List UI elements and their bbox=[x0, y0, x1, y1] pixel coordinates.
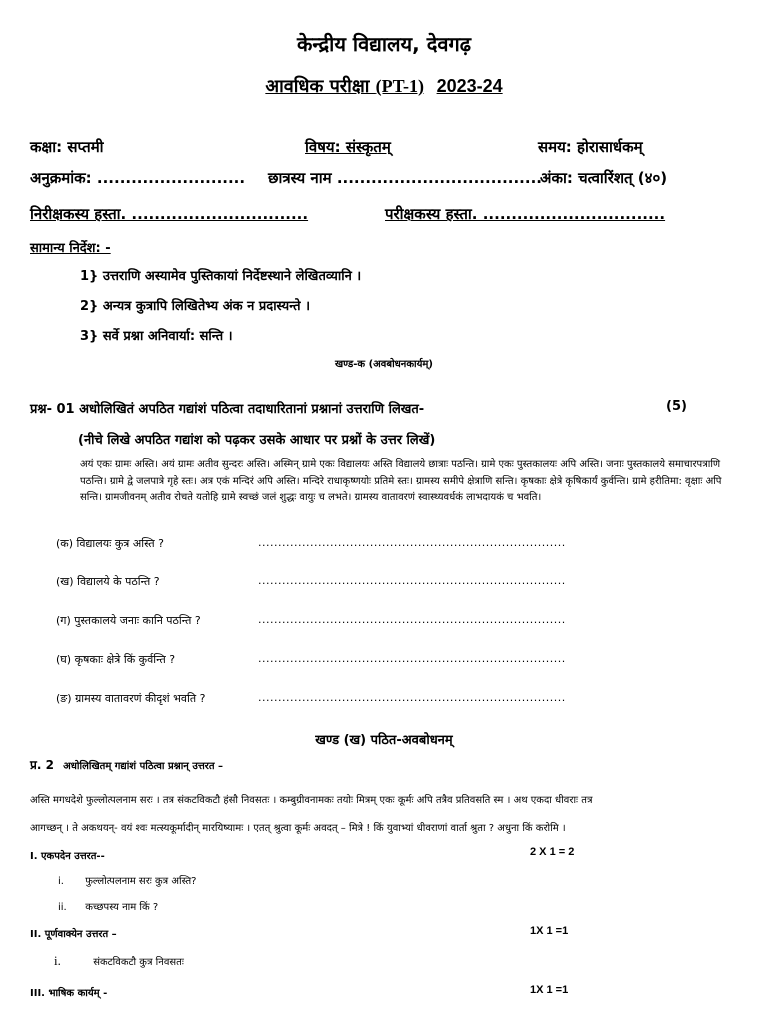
exam-year: 2023-24 bbox=[436, 76, 503, 96]
seen-passage-line: अस्ति मगधदेशे फुल्लोत्पलनाम सरः । तत्र संकटविकटौ हंसौ निवसतः । कम्बुग्रीवनामकः तयोः मित्रम् एकः कूर्मः अपि तत्रैव प्रतिवसति स्म । अथ एकदा धीवराः तत्र bbox=[30, 795, 593, 806]
question-number: (घ) bbox=[56, 653, 72, 666]
exam-code: (PT-1) bbox=[375, 76, 425, 96]
question-2-number: प्र. 2 bbox=[30, 758, 54, 772]
question-number: (ग) bbox=[56, 614, 71, 627]
student-name-field[interactable]: छात्रस्य नाम .................................... bbox=[268, 169, 542, 187]
question-number: (ख) bbox=[56, 575, 74, 588]
question-row bbox=[56, 536, 164, 551]
unseen-passage: अयं एकः ग्रामः अस्ति। अयं ग्रामः अतीव सुन्दरः अस्ति। अस्मिन् ग्रामे एकः विद्यालयः अस्ति विद्यालये छात्राः पठन्ति। ग्रामे एकः पुस्तकालयः अपि अस्ति। जनाः पुस्तकालये समाचारपत्राणि पठन्ति। ग्रामे द्वे जलपात्रे गृहे स्तः। अत्र एकं मन्दिरं अपि अस्ति। मन्दिरे राधाकृष्णयोः प्रतिमे स्तः। ग्रामस्य समीपे क्षेत्राणि सन्ति। कृषकाः क्षेत्रे कृषिकार्यं कुर्वन्ति। ग्रामे हरीतिमा: वृक्षाः अपि सन्ति। ग्रामजीवनम् अतीव रोचते यतोहि ग्रामे स्वच्छं जलं शुद्धः वायुः च लभते। ग्रामस्य वातावरणं स्वास्थ्यवर्धकं लाभदायकं च भवति। bbox=[80, 459, 722, 503]
part-2-title: II. पूर्णवाक्येन उत्तरत – bbox=[30, 929, 117, 940]
instruction-item: 3} सर्वे प्रश्ना अनिवार्या: सन्ति । bbox=[80, 329, 233, 344]
answer-line[interactable]: ............................................................................. bbox=[258, 536, 566, 549]
answer-line[interactable]: ............................................................................. bbox=[258, 613, 566, 626]
instruction-item: 1} उत्तराणि अस्यामेव पुस्तिकायां निर्देष्टस्थाने लेखितव्यानि । bbox=[80, 269, 362, 284]
answer-line[interactable]: ............................................................................. bbox=[258, 652, 566, 665]
sub-question-text: फुल्लोत्पलनाम सरः कुत्र अस्ति? bbox=[85, 876, 197, 887]
question-1-label: प्रश्न- 01 अधोलिखितं अपठित गद्यांशं पठित्वा तदाधारितानां प्रश्नानां उत्तराणि लिखत- bbox=[30, 402, 425, 417]
sub-question-number: i. bbox=[58, 876, 64, 887]
question-row bbox=[56, 613, 201, 628]
question-text: पुस्तकालये जनाः कानि पठन्ति ? bbox=[74, 614, 201, 627]
answer-line[interactable]: ............................................................................. bbox=[258, 691, 566, 704]
question-2-text: अधोलिखितम् गद्यांशं पठित्वा प्रश्नान् उत्तरत – bbox=[63, 761, 223, 772]
sub-question-text: संकटविकटौ कुत्र निवसतः bbox=[93, 957, 184, 968]
question-text: विद्यालये के पठन्ति ? bbox=[77, 575, 160, 588]
question-text: कृषकाः क्षेत्रे किं कुर्वन्ति ? bbox=[74, 653, 176, 666]
part-3-title: III. भाषिक कार्यम् - bbox=[30, 988, 108, 999]
invigilator-signature-field[interactable]: निरीक्षकस्य हस्ता. ............................... bbox=[30, 205, 309, 223]
hindi-instruction: (नीचे लिखे अपठित गद्यांश को पढ़कर उसके आधार पर प्रश्नों के उत्तर लिखें) bbox=[78, 433, 436, 448]
sub-question-row bbox=[54, 953, 184, 969]
instructions-heading: सामान्य निर्देश: - bbox=[30, 241, 111, 256]
question-row bbox=[56, 691, 205, 706]
total-marks: अंका: चत्वारिंशत् (४०) bbox=[540, 169, 668, 187]
subject-label: विषय: संस्कृतम् bbox=[305, 138, 391, 156]
roll-number-field[interactable]: अनुक्रमांक: .......................... bbox=[30, 169, 246, 187]
section-a-title: खण्ड-क (अवबोधनकार्यम्) bbox=[335, 359, 433, 370]
sub-question-number: i. bbox=[54, 953, 61, 968]
examiner-signature-field[interactable]: परीक्षकस्य हस्ता. ................................ bbox=[385, 205, 666, 223]
question-1-marks: (5) bbox=[666, 399, 687, 414]
part-3-marks: 1X 1 =1 bbox=[530, 984, 569, 996]
part-2-marks: 1X 1 =1 bbox=[530, 925, 569, 937]
exam-title bbox=[0, 74, 768, 98]
part-1-title: I. एकपदेन उत्तरत-- bbox=[30, 851, 105, 862]
school-name: केन्द्रीय विद्यालय, देवगढ़ bbox=[297, 32, 471, 56]
answer-line[interactable]: ............................................................................. bbox=[258, 574, 566, 587]
seen-passage-line: आगच्छन् । ते अकथयन्- वयं श्वः मत्स्यकूर्मादीन् मारयिष्यामः । एतत् श्रुत्वा कूर्मः अवदत् – मित्रे ! किं युवाभ्यां धीवराणां वार्ता श्रुता ? अधुना किं करोमि । bbox=[30, 823, 566, 834]
sub-question-text: कच्छपस्य नाम किं ? bbox=[85, 902, 159, 913]
part-1-marks: 2 X 1 = 2 bbox=[530, 846, 575, 858]
exam-title-prefix: आवधिक परीक्षा bbox=[265, 76, 376, 97]
sub-question-row bbox=[58, 873, 197, 887]
section-b-title: खण्ड (ख) पठित-अवबोधनम् bbox=[315, 733, 453, 748]
question-number: (क) bbox=[56, 537, 74, 550]
question-row bbox=[56, 652, 175, 667]
sub-question-row bbox=[58, 899, 158, 913]
time-label: समय: होरासार्धकम् bbox=[538, 138, 643, 156]
class-label: कक्षा: सप्तमी bbox=[30, 138, 104, 156]
question-text: विद्यालयः कुत्र अस्ति ? bbox=[76, 537, 164, 550]
question-number: (ङ) bbox=[56, 692, 72, 705]
sub-question-number: ii. bbox=[58, 902, 67, 913]
question-row bbox=[56, 574, 160, 589]
question-2-row bbox=[30, 756, 223, 773]
question-text: ग्रामस्य वातावरणं कीदृशं भवति ? bbox=[75, 692, 206, 705]
instruction-item: 2} अन्यत्र कुत्रापि लिखितेभ्य अंक न प्रदास्यन्ते । bbox=[80, 299, 311, 314]
